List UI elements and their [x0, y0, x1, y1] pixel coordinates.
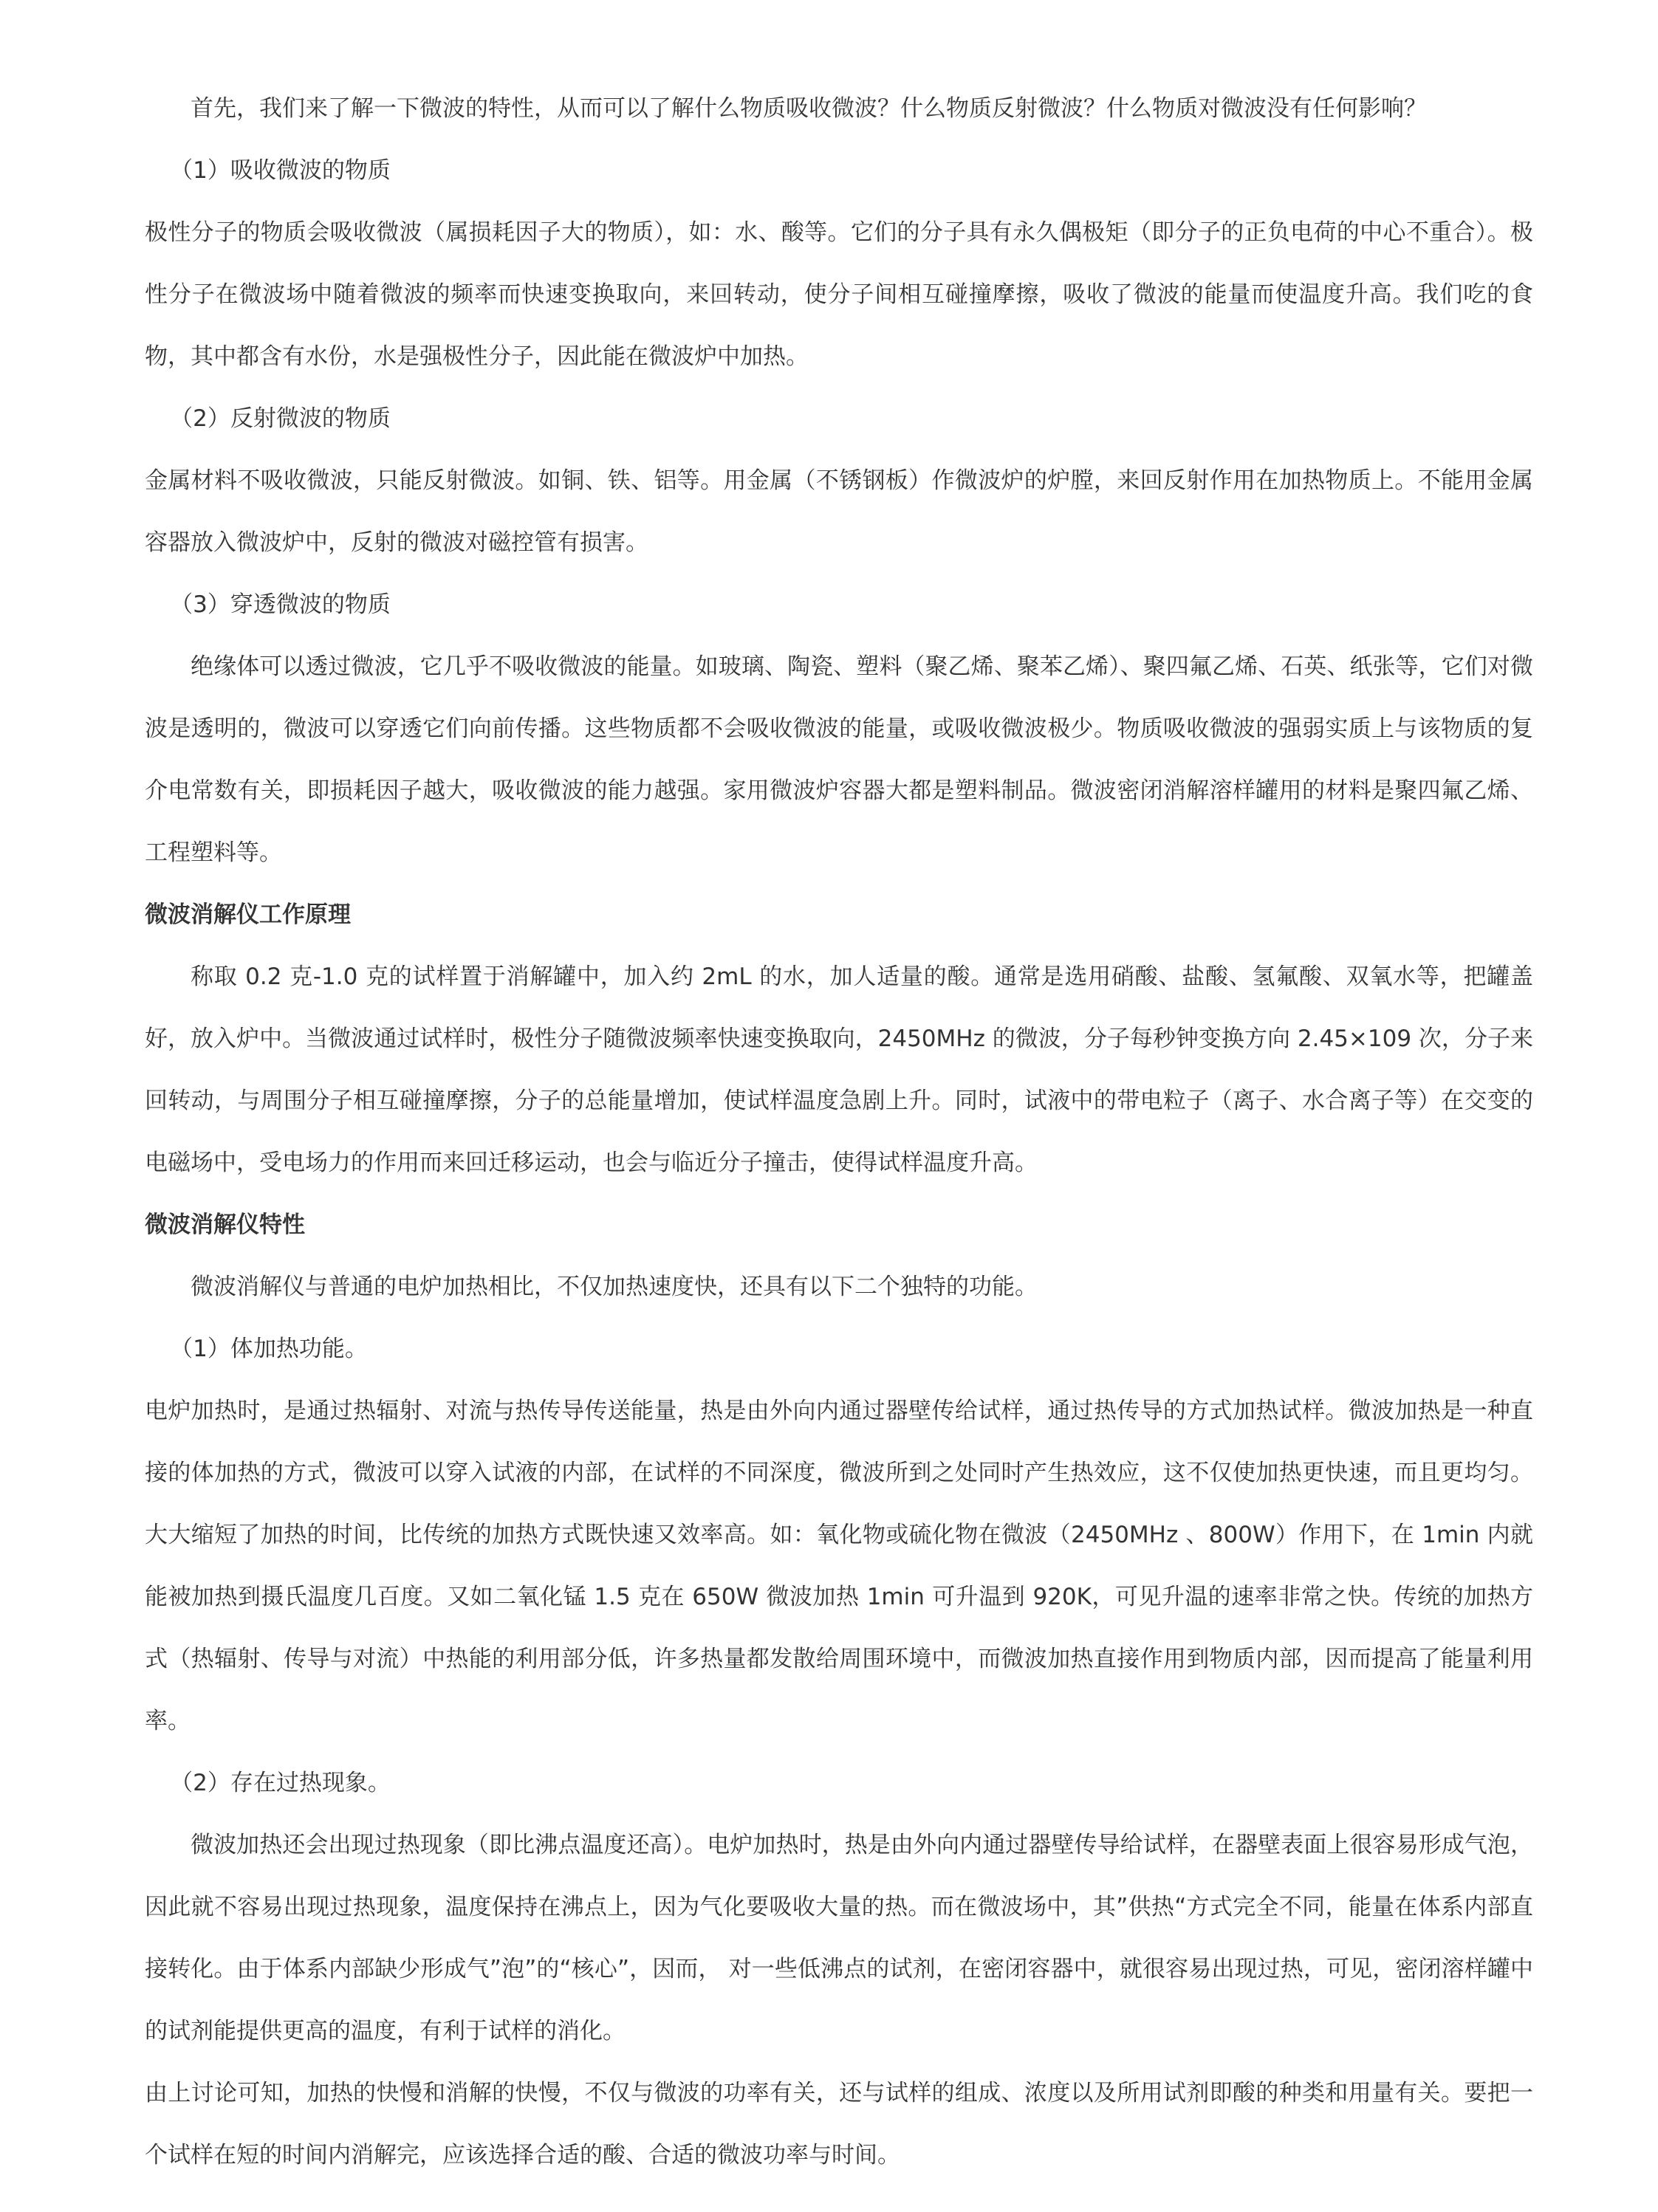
- paragraph-principle: 称取 0.2 克-1.0 克的试样置于消解罐中，加入约 2mL 的水，加人适量的酸。通常是选用硝酸、盐酸、氢氟酸、双氧水等，把罐盖好，放入炉中。当微波通过试样时，极性分子随微波频率快速变换取向，2450MHz 的微波，分子每秒钟变换方向 2.45×109 次，分子来回转动，与周围分子相互碰撞摩擦，分子的总能量增加，使试样温度急剧上升。同时，试液中的带电粒子（离子、水合离子等）在交变的电磁场中，受电场力的作用而来回迁移运动，也会与临近分子撞击，使得试样温度升高。: [145, 964, 1533, 1176]
- paragraph-features-intro: 微波消解仪与普通的电炉加热相比，不仅加热速度快，还具有以下二个独特的功能。: [191, 1274, 1038, 1300]
- subheading-penetrate: （3）穿透微波的物质: [170, 591, 391, 618]
- subheading-superheating: （2）存在过热现象。: [170, 1770, 391, 1796]
- paragraph-superheating: 微波加热还会出现过热现象（即比沸点温度还高）。电炉加热时，热是由外向内通过器壁传导给试样，在器壁表面上很容易形成气泡，因此就不容易出现过热现象，温度保持在沸点上，因为气化要吸收大量的热。而在微波场中，其”供热“方式完全不同，能量在体系内部直接转化。由于体系内部缺少形成气”泡”的“核心”，因而， 对一些低沸点的试剂，在密闭容器中，就很容易出现过热，可见，密闭溶样罐中的试剂能提供更高的温度，有利于试样的消化。: [145, 1832, 1533, 2044]
- paragraph-absorb: 极性分子的物质会吸收微波（属损耗因子大的物质），如：水、酸等。它们的分子具有永久偶极矩（即分子的正负电荷的中心不重合）。极性分子在微波场中随着微波的频率而快速变换取向，来回转动，使分子间相互碰撞摩擦，吸收了微波的能量而使温度升高。我们吃的食物，其中都含有水份，水是强极性分子，因此能在微波炉中加热。: [145, 219, 1533, 370]
- paragraph-reflect: 金属材料不吸收微波，只能反射微波。如铜、铁、铝等。用金属（不锈钢板）作微波炉的炉膛，来回反射作用在加热物质上。不能用金属容器放入微波炉中，反射的微波对磁控管有损害。: [145, 467, 1533, 556]
- intro-paragraph: 首先，我们来了解一下微波的特性，从而可以了解什么物质吸收微波？什么物质反射微波？什么物质对微波没有任何影响？: [191, 95, 1427, 122]
- section-heading-principle: 微波消解仪工作原理: [145, 901, 351, 928]
- subheading-absorb: （1）吸收微波的物质: [170, 157, 391, 184]
- paragraph-conclusion: 由上讨论可知，加热的快慢和消解的快慢，不仅与微波的功率有关，还与试样的组成、浓度以及所用试剂即酸的种类和用量有关。要把一个试样在短的时间内消解完，应该选择合适的酸、合适的微波功率与时间。: [145, 2080, 1533, 2168]
- subheading-volume-heating: （1）体加热功能。: [170, 1336, 368, 1362]
- paragraph-penetrate: 绝缘体可以透过微波，它几乎不吸收微波的能量。如玻璃、陶瓷、塑料（聚乙烯、聚苯乙烯）、聚四氟乙烯、石英、纸张等，它们对微波是透明的，微波可以穿透它们向前传播。这些物质都不会吸收微波的能量，或吸收微波极少。物质吸收微波的强弱实质上与该物质的复介电常数有关，即损耗因子越大，吸收微波的能力越强。家用微波炉容器大都是塑料制品。微波密闭消解溶样罐用的材料是聚四氟乙烯、工程塑料等。: [145, 653, 1533, 866]
- paragraph-volume-heating: 电炉加热时，是通过热辐射、对流与热传导传送能量，热是由外向内通过器壁传给试样，通过热传导的方式加热试样。微波加热是一种直接的体加热的方式，微波可以穿入试液的内部，在试样的不同深度，微波所到之处同时产生热效应，这不仅使加热更快速，而且更均匀。大大缩短了加热的时间，比传统的加热方式既快速又效率高。如：氧化物或硫化物在微波（2450MHz 、800W）作用下，在 1min 内就能被加热到摄氏温度几百度。又如二氧化锰 1.5 克在 650W 微波加热 1min 可升温到 920K，可见升温的速率非常之快。传统的加热方式（热辐射、传导与对流）中热能的利用部分低，许多热量都发散给周围环境中，而微波加热直接作用到物质内部，因而提高了能量利用率。: [145, 1398, 1533, 1734]
- subheading-reflect: （2）反射微波的物质: [170, 405, 391, 432]
- section-heading-features: 微波消解仪特性: [145, 1212, 305, 1238]
- document-page: [145, 78, 1533, 2186]
